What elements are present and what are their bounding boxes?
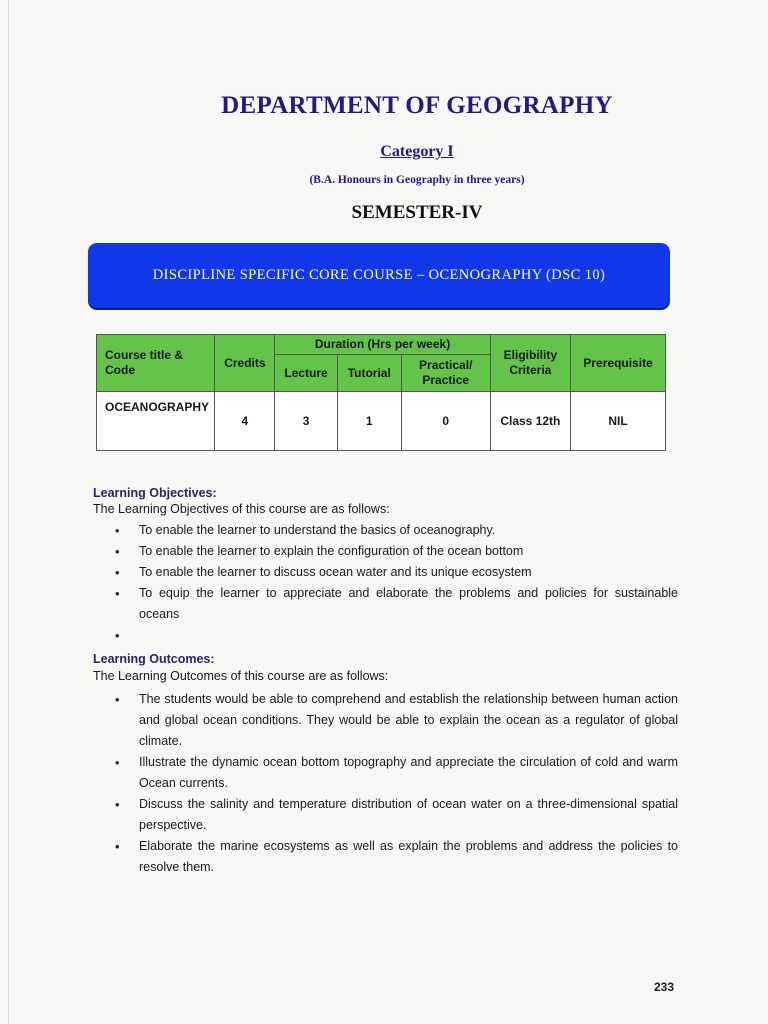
cell-tutorial: 1 <box>337 392 401 451</box>
learning-outcomes-intro: The Learning Outcomes of this course are as follows: <box>93 669 389 683</box>
learning-objectives-intro: The Learning Objectives of this course are as follows: <box>93 502 390 516</box>
table-header-row <box>97 335 666 355</box>
list-item: • Illustrate the dynamic ocean bottom topography and appreciate the circulation of cold and warm Ocean currents. <box>115 752 678 794</box>
page-number: 233 <box>654 980 675 994</box>
program-subtitle: (B.A. Honours in Geography in three years) <box>309 174 525 186</box>
learning-outcomes-list <box>115 689 678 878</box>
header-prerequisite: Prerequisite <box>571 335 666 392</box>
header-lecture: Lecture <box>275 355 337 392</box>
list-item: • Discuss the salinity and temperature distribution of ocean water on a three-dimensional spatial perspective. <box>115 794 678 836</box>
cell-credits: 4 <box>215 392 275 451</box>
list-item <box>115 625 678 646</box>
header-course-title: Course title & Code <box>97 335 215 392</box>
cell-eligibility: Class 12th <box>490 392 571 451</box>
header-tutorial: Tutorial <box>337 355 401 392</box>
learning-objectives-list <box>115 520 678 646</box>
department-title: DEPARTMENT OF GEOGRAPHY <box>221 92 613 119</box>
course-details-table <box>96 334 666 451</box>
list-item: • The students would be able to comprehend and establish the relationship between human action and global ocean conditions. They would be able to explain the ocean as a regulator of global climate. <box>115 689 678 752</box>
course-banner-text: DISCIPLINE SPECIFIC CORE COURSE – OCENOGRAPHY (DSC 10) <box>152 267 606 283</box>
semester-heading: SEMESTER-IV <box>351 202 483 223</box>
list-item: • To equip the learner to appreciate and elaborate the problems and policies for sustainable oceans <box>115 583 678 625</box>
header-credits: Credits <box>215 335 275 392</box>
learning-outcomes-title: Learning Outcomes: <box>93 652 215 666</box>
header-practical: Practical/ Practice <box>401 355 490 392</box>
header-duration: Duration (Hrs per week) <box>275 335 490 355</box>
cell-lecture: 3 <box>275 392 337 451</box>
list-item: • To enable the learner to understand the basics of oceanography. <box>115 520 678 541</box>
category-heading: Category I <box>380 143 454 160</box>
course-banner <box>88 243 670 308</box>
header-eligibility: Eligibility Criteria <box>490 335 571 392</box>
learning-objectives-title: Learning Objectives: <box>93 486 217 500</box>
cell-prerequisite: NIL <box>571 392 666 451</box>
cell-course-title: OCEANOGRAPHY <box>97 392 215 451</box>
list-item: • To enable the learner to explain the configuration of the ocean bottom <box>115 541 678 562</box>
cell-practical: 0 <box>401 392 490 451</box>
table-row <box>97 392 666 451</box>
list-item: • To enable the learner to discuss ocean water and its unique ecosystem <box>115 562 678 583</box>
list-item: • Elaborate the marine ecosystems as well as explain the problems and address the policies to resolve them. <box>115 836 678 878</box>
